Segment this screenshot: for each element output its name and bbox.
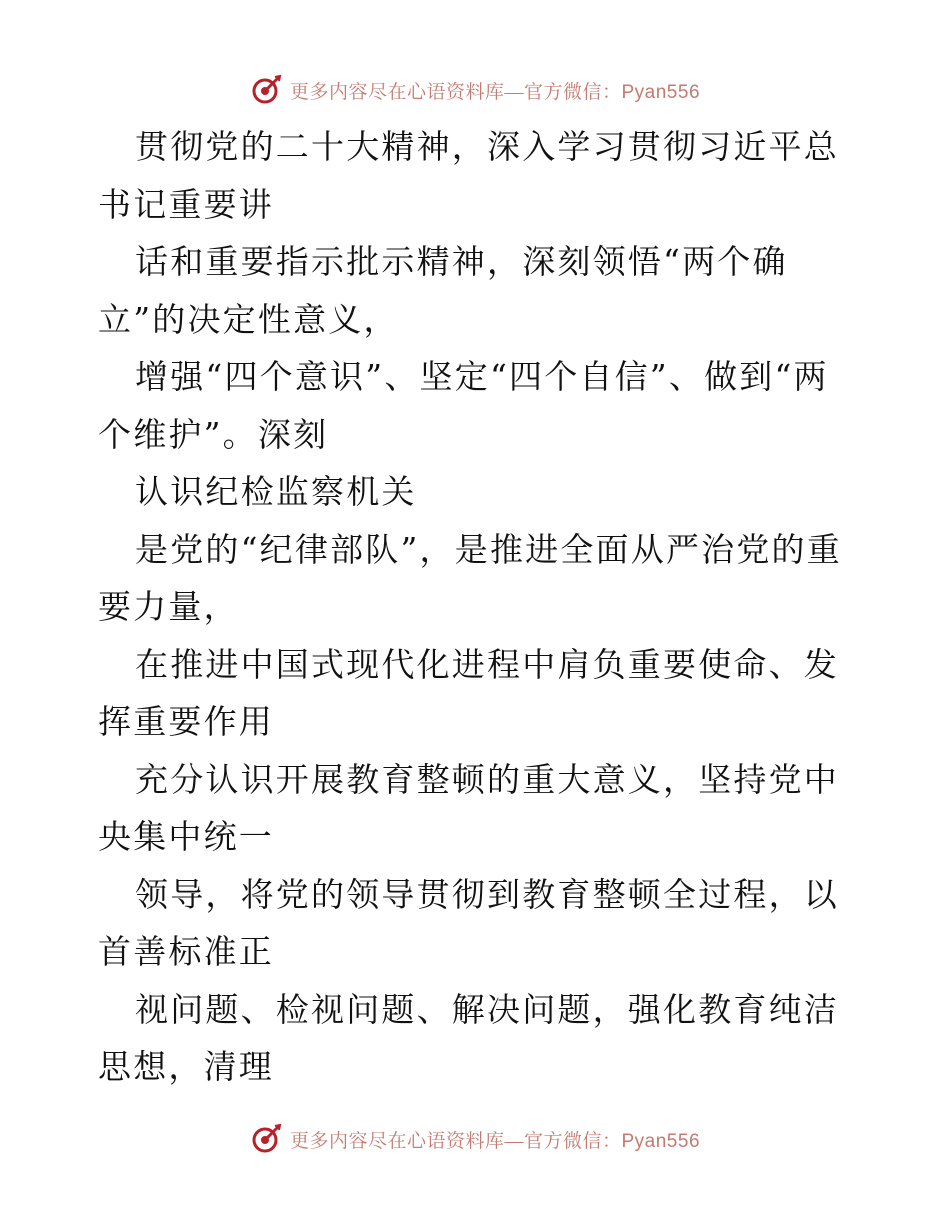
header-site-text: 更多内容尽在心语资料库 bbox=[289, 81, 505, 103]
paragraph: 视问题、检视问题、解决问题，强化教育纯洁思想，清理 bbox=[98, 989, 839, 1086]
footer-banner bbox=[0, 1117, 950, 1161]
paragraph: 领导，将党的领导贯彻到教育整顿全过程，以首善标准正 bbox=[98, 874, 839, 971]
logo-icon bbox=[250, 1123, 282, 1155]
footer-account: Pyan556 bbox=[621, 1130, 701, 1152]
footer-banner-text bbox=[290, 1126, 700, 1153]
paragraph: 贯彻党的二十大精神，深入学习贯彻习近平总书记重要讲 bbox=[98, 127, 839, 224]
paragraph: 在推进中国式现代化进程中肩负重要使命、发挥重要作用 bbox=[98, 644, 839, 741]
header-account: Pyan556 bbox=[621, 81, 701, 103]
header-banner-text bbox=[290, 77, 700, 104]
footer-dash: — bbox=[504, 1130, 524, 1152]
paragraph: 是党的“纪律部队”，是推进全面从严治党的重要力量， bbox=[98, 529, 842, 626]
logo-icon bbox=[250, 74, 282, 106]
header-dash: — bbox=[504, 81, 524, 103]
header-wechat-label: 官方微信： bbox=[523, 81, 622, 103]
paragraph: 充分认识开展教育整顿的重大意义，坚持党中央集中统一 bbox=[98, 759, 839, 856]
footer-site-text: 更多内容尽在心语资料库 bbox=[289, 1130, 505, 1152]
header-banner bbox=[0, 68, 950, 112]
document-body bbox=[98, 118, 858, 1096]
footer-wechat-label: 官方微信： bbox=[523, 1130, 622, 1152]
paragraph: 增强“四个意识”、坚定“四个自信”、做到“两个维护”。深刻 bbox=[98, 357, 829, 454]
paragraph: 认识纪检监察机关 bbox=[135, 472, 417, 511]
paragraph: 话和重要指示批示精神，深刻领悟“两个确立”的决定性意义， bbox=[98, 242, 788, 339]
